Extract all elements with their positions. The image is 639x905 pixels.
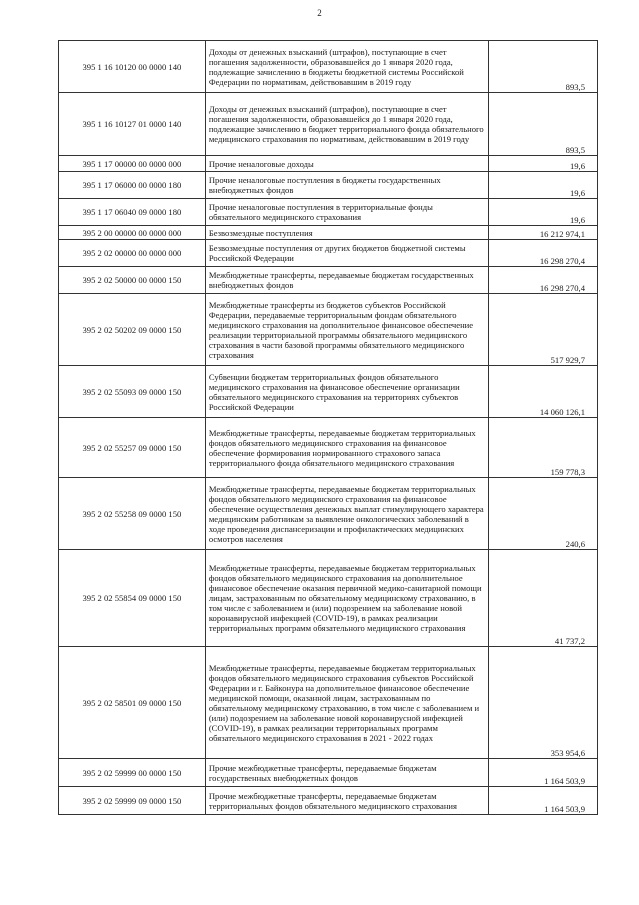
table-row (59, 199, 598, 226)
amount-cell: 159 778,3 (489, 418, 598, 478)
amount-cell: 16 298 270,4 (489, 267, 598, 294)
budget-revenue-table (58, 40, 598, 815)
budget-code-cell: 395 2 02 55258 09 0000 150 (59, 478, 206, 550)
table-row (59, 550, 598, 647)
budget-code-cell: 395 1 17 00000 00 0000 000 (59, 156, 206, 172)
table-row (59, 240, 598, 267)
amount-cell: 16 298 270,4 (489, 240, 598, 267)
budget-code-cell: 395 2 02 58501 09 0000 150 (59, 647, 206, 759)
budget-code-cell: 395 2 02 59999 09 0000 150 (59, 787, 206, 815)
description-cell: Межбюджетные трансферты, передаваемые бюджетам территориальных фондов обязательного медицинского страхования субъектов Российской Федерации и г. Байконура на дополнительное финансовое обеспечение медицинской помощи, оказанной лицам, застрахованным по обязательному медицинскому страхованию, в том числе с заболеванием и (или) подозрением на заболевание новой коронавирусной инфекцией (COVID-19), в рамках реализации территориальных программ обязательного медицинского страхования в 2021 - 2022 годах (205, 647, 489, 759)
amount-cell: 19,6 (489, 172, 598, 199)
budget-code-cell: 395 2 02 59999 00 0000 150 (59, 759, 206, 787)
description-cell: Прочие неналоговые доходы (205, 156, 489, 172)
table-row (59, 478, 598, 550)
budget-code-cell: 395 1 17 06040 09 0000 180 (59, 199, 206, 226)
description-cell: Прочие межбюджетные трансферты, передаваемые бюджетам территориальных фондов обязательного медицинского страхования (205, 787, 489, 815)
budget-code-cell: 395 2 00 00000 00 0000 000 (59, 226, 206, 240)
amount-cell: 19,6 (489, 199, 598, 226)
budget-code-cell: 395 2 02 55093 09 0000 150 (59, 366, 206, 418)
table-row (59, 647, 598, 759)
budget-code-cell: 395 2 02 00000 00 0000 000 (59, 240, 206, 267)
description-cell: Прочие межбюджетные трансферты, передаваемые бюджетам государственных внебюджетных фондов (205, 759, 489, 787)
table-row (59, 759, 598, 787)
table-row (59, 41, 598, 93)
amount-cell: 14 060 126,1 (489, 366, 598, 418)
amount-cell: 517 929,7 (489, 294, 598, 366)
amount-cell: 240,6 (489, 478, 598, 550)
table-row (59, 226, 598, 240)
amount-cell: 19,6 (489, 156, 598, 172)
amount-cell: 1 164 503,9 (489, 759, 598, 787)
table-row (59, 787, 598, 815)
table-row (59, 172, 598, 199)
amount-cell: 893,5 (489, 41, 598, 93)
budget-code-cell: 395 1 17 06000 00 0000 180 (59, 172, 206, 199)
table-row (59, 294, 598, 366)
budget-code-cell: 395 2 02 55854 09 0000 150 (59, 550, 206, 647)
description-cell: Прочие неналоговые поступления в территориальные фонды обязательного медицинского страхования (205, 199, 489, 226)
budget-code-cell: 395 1 16 10127 01 0000 140 (59, 93, 206, 156)
amount-cell: 893,5 (489, 93, 598, 156)
description-cell: Доходы от денежных взысканий (штрафов), поступающие в счет погашения задолженности, образовавшейся до 1 января 2020 года, подлежащие зачислению в бюджеты бюджетной системы Российской Федерации по нормативам, действовавшим в 2019 году (205, 41, 489, 93)
page-number: 2 (317, 8, 322, 18)
amount-cell: 1 164 503,9 (489, 787, 598, 815)
description-cell: Межбюджетные трансферты, передаваемые бюджетам государственных внебюджетных фондов (205, 267, 489, 294)
description-cell: Межбюджетные трансферты из бюджетов субъектов Российской Федерации, передаваемые территориальным фондам обязательного медицинского страхования на дополнительное финансовое обеспечение реализации территориальной программы обязательного медицинского страхования в части базовой программы обязательного медицинского страхования (205, 294, 489, 366)
description-cell: Безвозмездные поступления (205, 226, 489, 240)
description-cell: Безвозмездные поступления от других бюджетов бюджетной системы Российской Федерации (205, 240, 489, 267)
description-cell: Прочие неналоговые поступления в бюджеты государственных внебюджетных фондов (205, 172, 489, 199)
table-row (59, 366, 598, 418)
table-row (59, 93, 598, 156)
amount-cell: 353 954,6 (489, 647, 598, 759)
budget-code-cell: 395 2 02 55257 09 0000 150 (59, 418, 206, 478)
amount-cell: 16 212 974,1 (489, 226, 598, 240)
description-cell: Межбюджетные трансферты, передаваемые бюджетам территориальных фондов обязательного медицинского страхования на финансовое обеспечение формирования нормированного страхового запаса территориального фонда обязательного медицинского страхования (205, 418, 489, 478)
table-row (59, 267, 598, 294)
amount-cell: 41 737,2 (489, 550, 598, 647)
description-cell: Межбюджетные трансферты, передаваемые бюджетам территориальных фондов обязательного медицинского страхования на дополнительное финансовое обеспечение оказания первичной медико-санитарной помощи лицам, застрахованным по обязательному медицинскому страхованию, в том числе с заболеванием и (или) подозрением на заболевание новой коронавирусной инфекцией (COVID-19), в рамках реализации территориальных программ обязательного медицинского страхования (205, 550, 489, 647)
description-cell: Доходы от денежных взысканий (штрафов), поступающие в счет погашения задолженности, образовавшейся до 1 января 2020 года, подлежащие зачислению в бюджет территориального фонда обязательного медицинского страхования по нормативам, действовавшим в 2019 году (205, 93, 489, 156)
table-row (59, 156, 598, 172)
table-row (59, 418, 598, 478)
budget-code-cell: 395 2 02 50000 00 0000 150 (59, 267, 206, 294)
budget-code-cell: 395 1 16 10120 00 0000 140 (59, 41, 206, 93)
budget-code-cell: 395 2 02 50202 09 0000 150 (59, 294, 206, 366)
description-cell: Межбюджетные трансферты, передаваемые бюджетам территориальных фондов обязательного медицинского страхования на финансовое обеспечение осуществления денежных выплат стимулирующего характера медицинским работникам за выявление онкологических заболеваний в ходе проведения диспансеризации и профилактических медицинских осмотров населения (205, 478, 489, 550)
description-cell: Субвенции бюджетам территориальных фондов обязательного медицинского страхования на финансовое обеспечение организации обязательного медицинского страхования на территориях субъектов Российской Федерации (205, 366, 489, 418)
